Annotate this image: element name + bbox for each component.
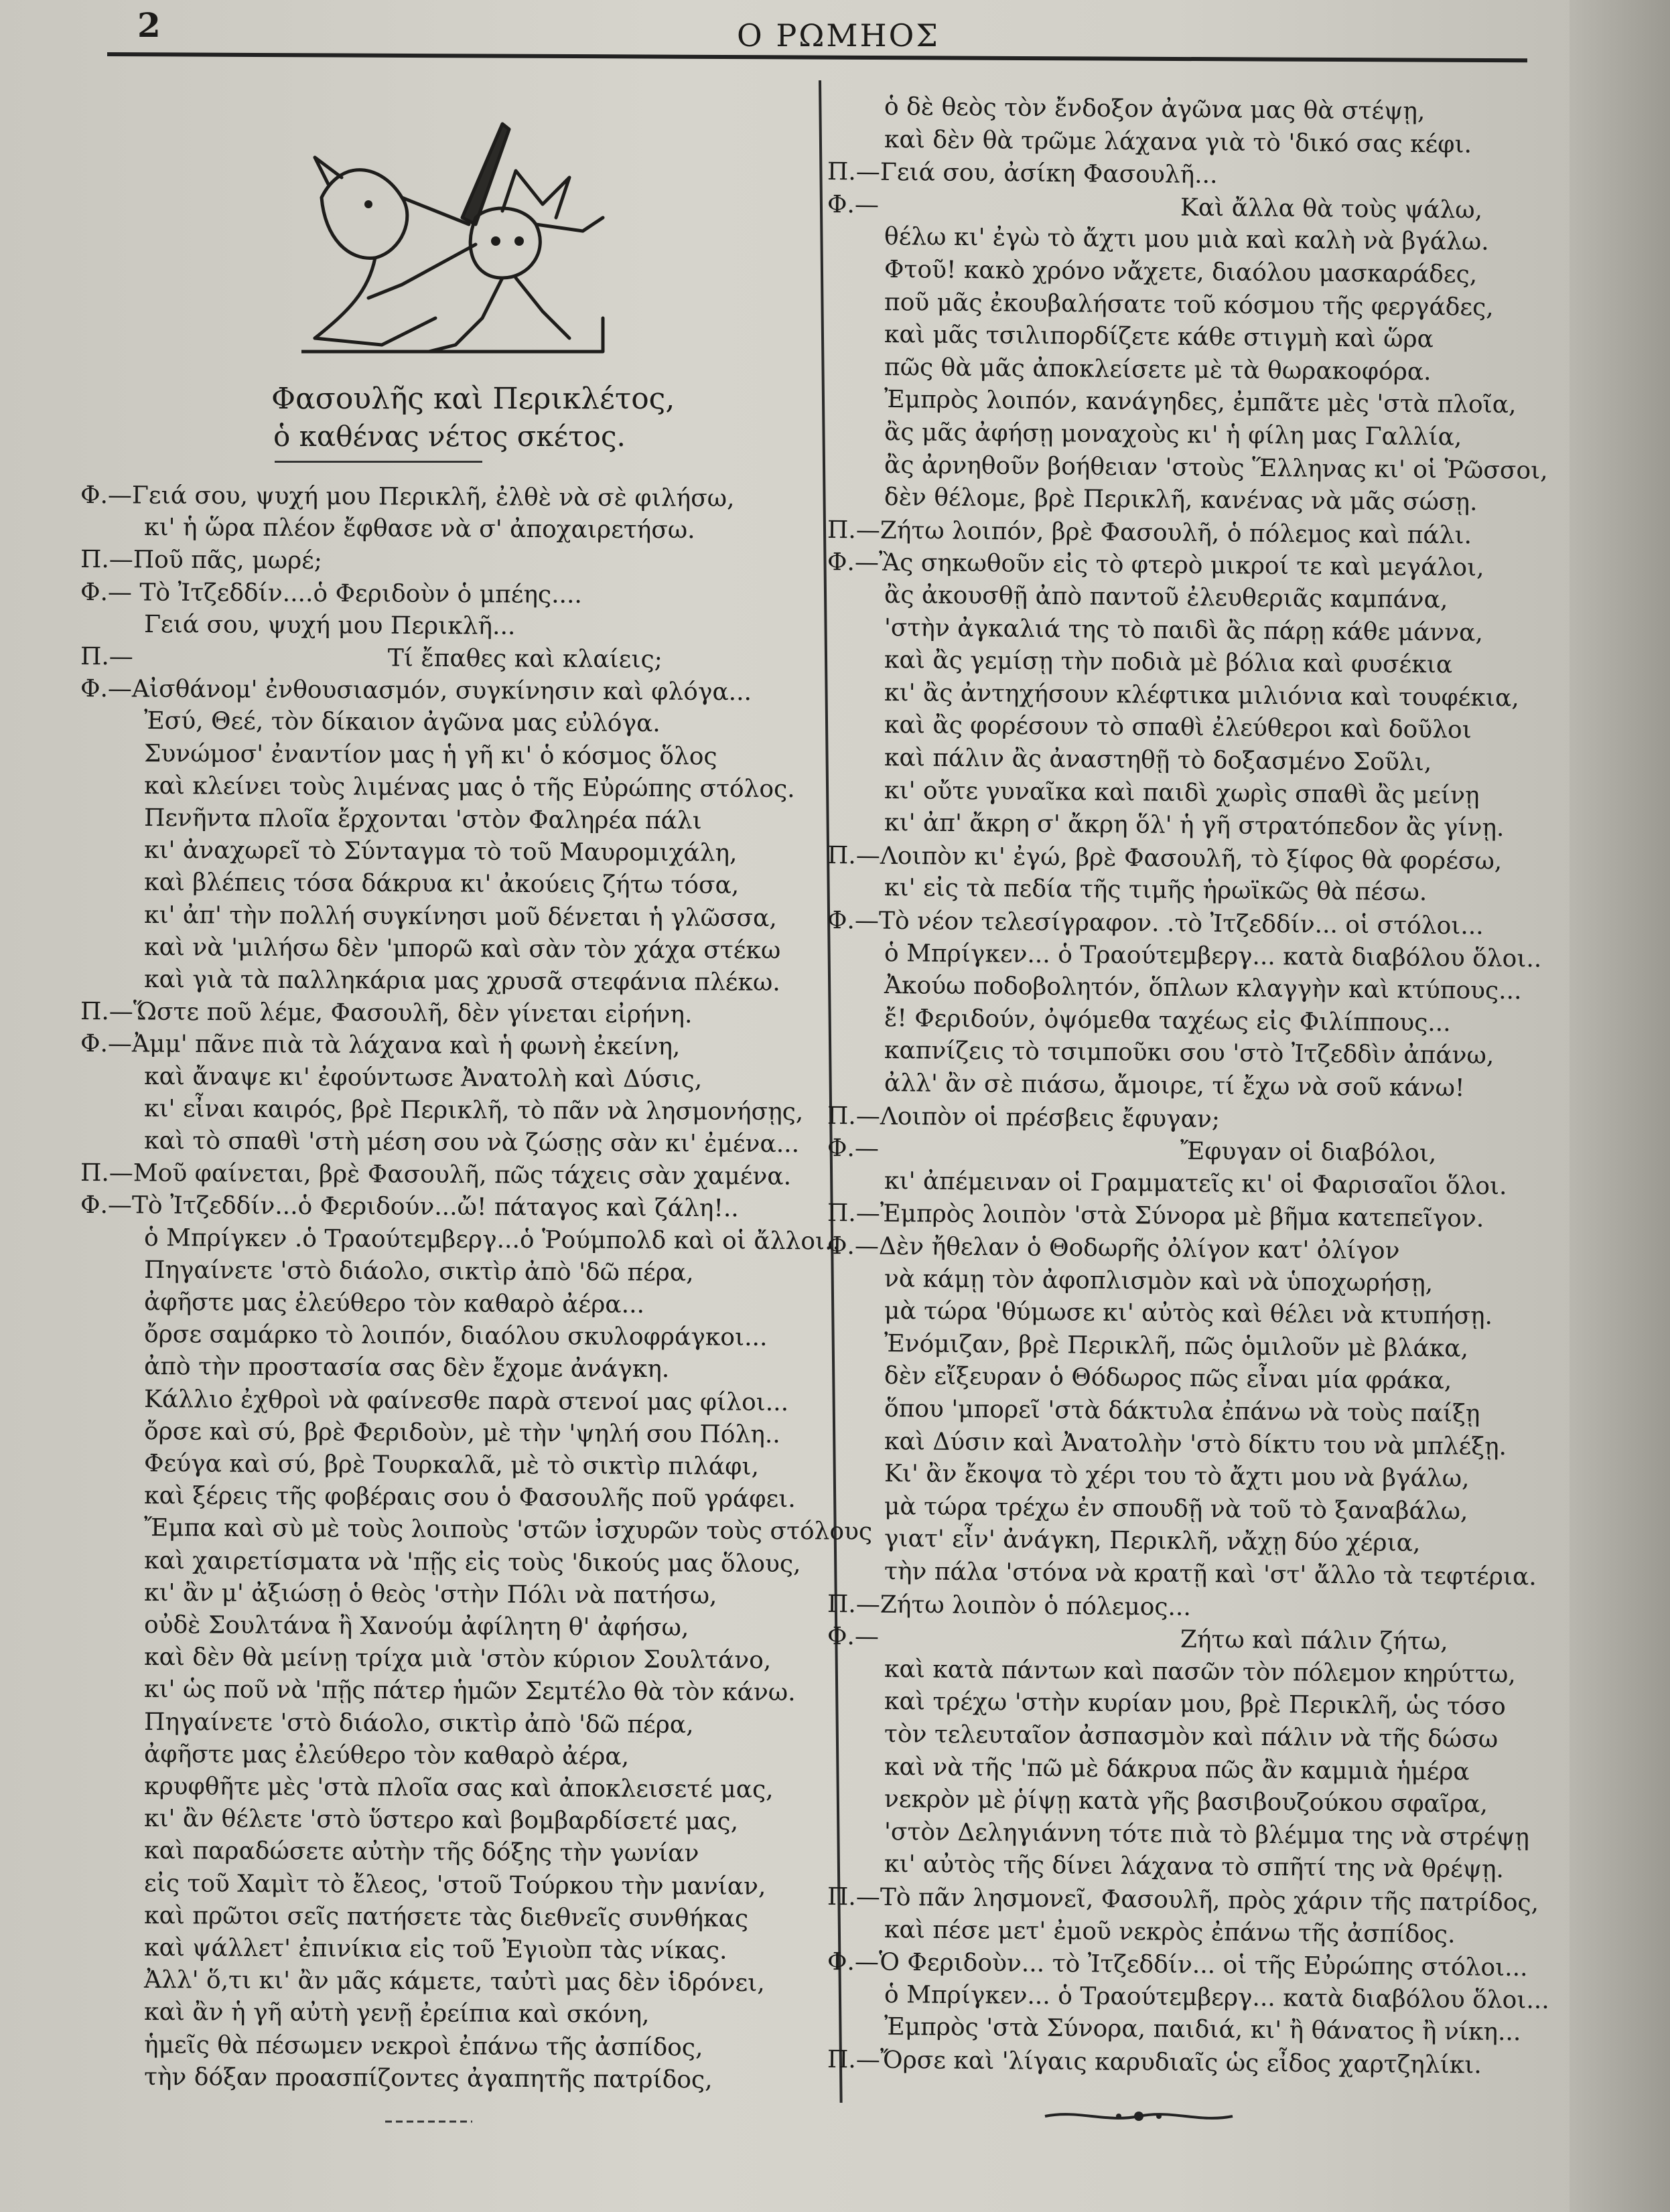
verse-line: Ἐμπρὸς λοιπόν, κανάγηδες, ἐμπᾶτε μὲς 'στὰ πλοῖα, [884, 386, 1517, 419]
verse-line: Φ.—Ἂς σηκωθοῦν εἰς τὸ φτερὸ μικροί τε καὶ μεγάλοι, [827, 548, 1484, 582]
verse-line: Ἐμπρὸς 'στὰ Σύνορα, παιδιά, κι' ἢ θάνατος ἢ νίκη... [884, 2013, 1521, 2047]
verse-line: Φ.— Τὸ Ἰτζεδδίν....ὁ Φεριδοὺν ὁ μπέης.... [80, 578, 583, 609]
verse-line: Πενῆντα πλοῖα ἔρχονται 'στὸν Φαληρέα πάλι [143, 804, 702, 835]
verse-line: κι' ἂν θέλετε 'στὸ ὕστερο καὶ βομβαρδίσετέ μας, [143, 1805, 739, 1836]
verse-line: νὰ κάμῃ τὸν ἀφοπλισμὸν καὶ νὰ ὑποχωρήσῃ, [884, 1264, 1434, 1297]
verse-line: κι' οὔτε γυναῖκα καὶ παιδὶ χωρὶς σπαθὶ ἂς μείνῃ [884, 776, 1480, 810]
verse-line: Π.—Τὸ πᾶν λησμονεῖ, Φασουλῆ, πρὸς χάριν τῆς πατρίδος, [827, 1883, 1539, 1917]
verse-line: καὶ τὸ σπαθὶ 'στὴ μέση σου νὰ ζώσῃς σὰν κι' ἐμένα... [143, 1127, 800, 1159]
verse-line: Συνώμοσ' ἐναντίον μας ἡ γῆ κι' ὁ κόσμος ὅλος [143, 739, 717, 771]
verse-half-line: Καὶ ἄλλα θὰ τοὺς ψάλω, [1180, 194, 1483, 224]
verse-line: καὶ γιὰ τὰ παλληκάρια μας χρυσᾶ στεφάνια πλέκω. [143, 966, 780, 997]
verse-line: κι' ἀπ' τὴν πολλή συγκίνησι μοῦ δένεται ἡ γλῶσσα, [143, 901, 777, 932]
verse-line: καὶ χαιρετίσματα νὰ 'πῇς εἰς τοὺς 'δικούς μας ὅλους, [143, 1546, 801, 1578]
verse-line: ποῦ μᾶς ἐκουβαλήσατε τοῦ κόσμου τῆς φεργάδες, [884, 288, 1494, 321]
verse-line: Φ.—Γειά σου, ψυχή μου Περικλῆ, ἐλθὲ νὰ σὲ φιλήσω, [80, 482, 735, 513]
verse-line: Ἀκούω ποδοβολητόν, ὅπλων κλαγγὴν καὶ κτύπους... [884, 972, 1522, 1005]
verse-line: ἂς μᾶς ἀφήσῃ μοναχοὺς κι' ἡ φίλη μας Γαλλία, [884, 419, 1462, 451]
verse-line: εἰς τοῦ Χαμὶτ τὸ ἔλεος, 'στοῦ Τούρκου τὴν μανίαν, [143, 1869, 766, 1901]
verse-line: καὶ δὲν θὰ μείνῃ τρίχα μιὰ 'στὸν κύριον Σουλτάνο, [143, 1643, 772, 1675]
verse-line: καὶ παραδώσετε αὐτὴν τῆς δόξης τὴν γωνίαν [143, 1837, 699, 1868]
page-edge-shadow [1570, 0, 1670, 2212]
verse-line: Φ.—Τὸ νέον τελεσίγραφον. .τὸ Ἰτζεδδίν... οἱ στόλοι... [827, 907, 1484, 940]
verse-line: καὶ ἄναψε κι' ἐφούντωσε Ἀνατολὴ καὶ Δύσις, [143, 1062, 703, 1093]
verse-line: Πηγαίνετε 'στὸ διάολο, σικτὶρ ἀπὸ 'δῶ πέρα, [143, 1256, 694, 1287]
verse-line: 'στὴν ἀγκαλιά της τὸ παιδὶ ἂς πάρῃ κάθε μάννα, [884, 613, 1484, 647]
verse-line: Κάλλιο ἐχθροὶ νὰ φαίνεσθε παρὰ στενοί μας φίλοι... [143, 1385, 789, 1416]
verse-line: καὶ ξέρεις τῆς φοβέραις σου ὁ Φασουλῆς ποῦ γράφει. [143, 1482, 796, 1514]
poem-subtitle: ὁ καθένας νέτος σκέτος. [273, 420, 626, 453]
verse-line: καὶ ἂς γεμίσῃ τὴν ποδιὰ μὲ βόλια καὶ φυσέκια [884, 646, 1453, 679]
speaker-tag: Φ.— [827, 1623, 880, 1651]
verse-line: γιατ' εἶν' ἀνάγκη, Περικλῆ, νἄχῃ δύο χέρια, [884, 1525, 1421, 1558]
verse-line: καὶ πάλιν ἂς ἀναστηθῇ τὸ δοξασμένο Σοῦλι, [884, 744, 1432, 777]
verse-line: κρυφθῆτε μὲς 'στὰ πλοῖα σας καὶ ἀποκλεισετέ μας, [143, 1773, 774, 1803]
poem-title: Φασουλῆς καὶ Περικλέτος, [271, 382, 675, 416]
verse-line: νεκρὸν μὲ ῥίψῃ κατὰ γῆς βασιβουζούκου σφαῖρα, [884, 1785, 1488, 1819]
verse-line: τὸν τελευταῖον ἀσπασμὸν καὶ πάλιν νὰ τῆς δώσω [884, 1720, 1499, 1753]
verse-half-line: Τί ἔπαθες καὶ κλαίεις; [387, 644, 663, 674]
verse-line: Φ.—Τὸ Ἰτζεδδίν...ὁ Φεριδούν...ὤ! πάταγος καὶ ζάλη!.. [80, 1191, 739, 1223]
verse-line [80, 645, 663, 672]
page-number: 2 [137, 5, 161, 45]
verse-line: καὶ Δύσιν καὶ Ἀνατολὴν 'στὸ δίκτυ του νὰ μπλέξῃ. [884, 1427, 1507, 1461]
title-rule [275, 461, 482, 463]
verse-line: καὶ νὰ τῆς 'πῶ μὲ δάκρυα πῶς ἂν καμμιὰ ἡμέρα [884, 1753, 1470, 1786]
verse-line: Π.—Ἐμπρὸς λοιπὸν 'στὰ Σύνορα μὲ βῆμα κατεπεῖγον. [827, 1199, 1484, 1233]
speaker-tag: Π.— [80, 643, 133, 671]
verse-line: Φεύγα καὶ σύ, βρὲ Τουρκαλᾶ, μὲ τὸ σικτὶρ πιλάφι, [143, 1450, 760, 1481]
verse-line: δὲν εἴξευραν ὁ Θόδωρος πῶς εἶναι μία φράκα, [884, 1362, 1452, 1395]
verse-line: Π.—Γειά σου, ἀσίκη Φασουλῆ... [827, 158, 1218, 190]
verse-line: Π.—Ὄρσε καὶ 'λίγαις καρυδιαῖς ὡς εἶδος χαρτζηλίκι. [827, 2046, 1482, 2079]
verse-line: ὄρσε σαμάρκο τὸ λοιπόν, διαόλου σκυλοφράγκοι... [143, 1321, 768, 1352]
verse-line: Π.—Ζήτω λοιπόν, βρὲ Φασουλῆ, ὁ πόλεμος καὶ πάλι. [827, 516, 1472, 550]
verse-line: κι' ἀπ' ἄκρη σ' ἄκρη ὅλ' ἡ γῆ στρατόπεδον ἂς γίνῃ. [884, 809, 1505, 842]
verse-line: κι' εἰς τὰ πεδία τῆς τιμῆς ἡρωϊκῶς θὰ πέσω. [884, 874, 1428, 907]
running-title: Ο ΡΩΜΗΟΣ [737, 17, 940, 54]
verse-line: Π.—Μοῦ φαίνεται, βρὲ Φασουλῆ, πῶς τάχεις σὰν χαμένα. [80, 1159, 792, 1191]
verse-line: Ἀλλ' ὅ,τι κι' ἂν μᾶς κάμετε, ταὐτὶ μας δὲν ἱδρόνει, [143, 1966, 765, 1998]
verse-line: Π.—Λοιπὸν οἱ πρέσβεις ἔφυγαν; [827, 1102, 1221, 1133]
verse-line: μὰ τώρα τρέχω ἐν σπουδῇ νὰ τοῦ τὸ ξαναβάλω, [884, 1492, 1468, 1526]
caricature-illustration [301, 117, 650, 372]
verse-line: καπνίζεις τὸ τσιμποῦκι σου 'στὸ Ἰτζεδδὶν ἀπάνω, [884, 1037, 1494, 1070]
verse-line: ὁ δὲ θεὸς τὸν ἔνδοξον ἀγῶνα μας θὰ στέψῃ, [884, 93, 1425, 126]
verse-line: τὴν πάλα 'στόνα νὰ κρατῇ καὶ 'στ' ἄλλο τὰ τεφτέρια. [884, 1558, 1537, 1591]
verse-line: μὰ τώρα 'θύμωσε κι' αὐτὸς καὶ θέλει νὰ κτυπήσῃ. [884, 1297, 1493, 1331]
verse-half-line: Ἔφυγαν οἱ διαβόλοι, [1180, 1137, 1437, 1168]
verse-line: ὁ Μπρίγκεν... ὁ Τραούτεμβεργ... κατὰ διαβόλου ὅλοι... [884, 1980, 1549, 2014]
verse-line: Ἐσύ, Θεέ, τὸν δίκαιον ἀγῶνα μας εὐλόγα. [143, 707, 660, 738]
verse-line: 'στὸν Δεληγιάννη τότε πιὰ τὸ βλέμμα της νὰ στρέψῃ [884, 1818, 1530, 1852]
verse-line: κι' ἀναχωρεῖ τὸ Σύνταγμα τὸ τοῦ Μαυρομιχάλη, [143, 836, 738, 867]
verse-line: Φτοῦ! κακὸ χρόνο νἄχετε, διαόλου μασκαράδες, [884, 256, 1478, 289]
verse-line: καὶ βλέπεις τόσα δάκρυα κι' ἀκούεις ζήτω τόσα, [143, 869, 740, 900]
verse-line: Π.—Ζήτω λοιπὸν ὁ πόλεμος... [827, 1590, 1192, 1621]
verse-line: ἡμεῖς θὰ πέσωμεν νεκροὶ ἐπάνω τῆς ἀσπίδος, [143, 2031, 703, 2061]
verse-line: κι' ὡς ποῦ νὰ 'πῇς πάτερ ἡμῶν Σεμτέλο θὰ τὸν κάνω. [143, 1676, 796, 1707]
verse-line: ἂς ἀκουσθῇ ἀπὸ παντοῦ ἐλευθεριᾶς καμπάνα, [884, 581, 1448, 614]
verse-line: καὶ ἂς φορέσουν τὸ σπαθὶ ἐλεύθεροι καὶ δοῦλοι [884, 711, 1472, 745]
verse-line: κι' ἂν μ' ἀξιώσῃ ὁ θεὸς 'στὴν Πόλι νὰ πατήσω, [143, 1578, 717, 1610]
verse-half-line: Ζήτω καὶ πάλιν ζήτω, [1180, 1625, 1448, 1656]
verse-line: κι' ἀπέμειναν οἱ Γραμματεῖς κι' οἱ Φαρισαῖοι ὅλοι. [884, 1167, 1507, 1200]
verse-line: ὁ Μπρίγκεν... ὁ Τραούτεμβεργ... κατὰ διαβόλου ὅλοι.. [884, 939, 1542, 973]
verse-line: Φ.—Δὲν ἤθελαν ὁ Θοδωρῆς ὀλίγον κατ' ὀλίγον [827, 1232, 1400, 1265]
verse-line: ὅπου 'μπορεῖ 'στὰ δάκτυλα ἐπάνω νὰ τοὺς παίξῃ [884, 1395, 1480, 1428]
verse-line: κι' εἶναι καιρός, βρὲ Περικλῆ, τὸ πᾶν νὰ λησμονήσῃς, [143, 1094, 804, 1126]
bottom-dash-mark [382, 2116, 476, 2127]
verse-line: κι' αὐτὸς τῆς δίνει λάχανα τὸ σπῆτί της νὰ θρέψῃ. [884, 1850, 1505, 1884]
verse-line: καὶ κλείνει τοὺς λιμένας μας ὁ τῆς Εὐρώπης στόλος. [143, 771, 795, 803]
verse-line: ὄρσε καὶ σύ, βρὲ Φεριδοὺν, μὲ τὴν 'ψηλή σου Πόλη.. [143, 1417, 780, 1449]
verse-line: κι' ἂς ἀντηχήσουν κλέφτικα μιλιόνια καὶ τουφέκια, [884, 678, 1519, 713]
verse-line: Φ.—Ἀμμ' πᾶνε πιὰ τὰ λάχανα καὶ ἡ φωνὴ ἐκείνη, [80, 1030, 681, 1061]
verse-line: καὶ νὰ 'μιλήσω δὲν 'μπορῶ καὶ σὰν τὸν χάχα στέκω [143, 933, 781, 964]
speaker-tag: Φ.— [827, 1134, 880, 1163]
verse-line: Πηγαίνετε 'στὸ διάολο, σικτὶρ ἀπὸ 'δῶ πέρα, [143, 1708, 694, 1739]
verse-line: δὲν θέλομε, βρὲ Περικλῆ, κανένας νὰ μᾶς σώσῃ. [884, 484, 1478, 516]
verse-line: καὶ ψάλλετ' ἐπινίκια εἰς τοῦ Ἐγιοὺπ τὰς νίκας. [143, 1934, 727, 1965]
verse-line: Π.—Ποῦ πᾶς, μωρέ; [80, 546, 323, 575]
verse-line: τὴν δόξαν προασπίζοντες ἀγαπητῆς πατρίδος, [143, 2063, 713, 2094]
verse-line: καὶ πρῶτοι σεῖς πατήσετε τὰς διεθνεῖς συνθήκας [143, 1901, 749, 1933]
verse-line: Κι' ἂν ἔκοψα τὸ χέρι του τὸ ἄχτι μου νὰ βγάλω, [884, 1460, 1470, 1493]
verse-line: καὶ μᾶς τσιλιπορδίζετε κάθε στιγμὴ καὶ ὥρα [884, 321, 1434, 354]
speaker-tag: Φ.— [827, 190, 880, 219]
verse-line: Γειά σου, ψυχή μου Περικλῆ... [143, 610, 516, 640]
verse-line: πῶς θὰ μᾶς ἀποκλείσετε μὲ τὰ θωρακοφόρα. [884, 353, 1432, 386]
verse-line: καὶ κατὰ πάντων καὶ πασῶν τὸν πόλεμον κηρύττω, [884, 1655, 1516, 1689]
verse-line: ἔ! Φεριδούν, ὀψόμεθα ταχέως εἰς Φιλίππους... [884, 1004, 1451, 1037]
verse-line: ἀπὸ τὴν προστασία σας δὲν ἔχομε ἀνάγκη. [143, 1353, 670, 1384]
verse-line: καὶ δὲν θὰ τρῶμε λάχανα γιὰ τὸ 'δικό σας κέφι. [884, 125, 1472, 159]
verse-line: καὶ πέσε μετ' ἐμοῦ νεκρὸς ἐπάνω τῆς ἀσπίδος. [884, 1915, 1456, 1949]
verse-line: καὶ ἂν ἡ γῆ αὐτὴ γενῇ ἐρείπια καὶ σκόνη, [143, 1998, 650, 2029]
verse-line: Ἐνόμιζαν, βρὲ Περικλῆ, πῶς ὁμιλοῦν μὲ βλάκα, [884, 1329, 1469, 1363]
verse-line: καὶ τρέχω 'στὴν κυρίαν μου, βρὲ Περικλῆ, ὡς τόσο [884, 1688, 1506, 1721]
verse-line: κι' ἡ ὥρα πλέον ἔφθασε νὰ σ' ἀποχαιρετήσω. [143, 514, 695, 544]
closing-ornament [1038, 2106, 1239, 2126]
verse-line: ἀφῆστε μας ἐλεύθερο τὸν καθαρὸ ἀέρα... [143, 1288, 645, 1319]
verse-line: Π.—Λοιπὸν κι' ἐγώ, βρὲ Φασουλῆ, τὸ ξίφος θὰ φορέσω, [827, 841, 1503, 875]
verse-line: ἂς ἀρνηθοῦν βοήθειαν 'στοὺς Ἕλληνας κι' οἱ Ῥῶσσοι, [884, 451, 1548, 485]
verse-line: θέλω κι' ἐγὼ τὸ ἄχτι μου μιὰ καὶ καλὴ νὰ βγάλω. [884, 223, 1489, 256]
verse-line: ἀλλ' ἂν σὲ πιάσω, ἄμοιρε, τί ἔχω νὰ σοῦ κάνω! [884, 1070, 1465, 1102]
verse-line: Ἔμπα καὶ σὺ μὲ τοὺς λοιποὺς 'στῶν ἰσχυρῶν τοὺς στόλους [143, 1514, 873, 1546]
verse-line: Φ.—Ὁ Φεριδοὺν... τὸ Ἰτζεδδίν... οἱ τῆς Εὐρώπης στόλοι... [827, 1948, 1528, 1982]
verse-line: ἀφῆστε μας ἐλεύθερο τὸν καθαρὸ ἀέρα, [143, 1740, 630, 1771]
verse-line: οὐδὲ Σουλτάνα ἢ Χανούμ ἀφίλητη θ' ἀφήσω, [143, 1611, 689, 1642]
verse-line: Π.—Ὥστε ποῦ λέμε, Φασουλῆ, δὲν γίνεται εἰρήνη. [80, 998, 693, 1029]
verse-line: Φ.—Αἰσθάνομ' ἐνθουσιασμόν, συγκίνησιν καὶ φλόγα... [80, 675, 752, 707]
verse-line: ὁ Μπρίγκεν .ὁ Τραούτεμβεργ...ὁ Ῥούμπολδ καὶ οἱ ἄλλοι.. [143, 1224, 841, 1256]
